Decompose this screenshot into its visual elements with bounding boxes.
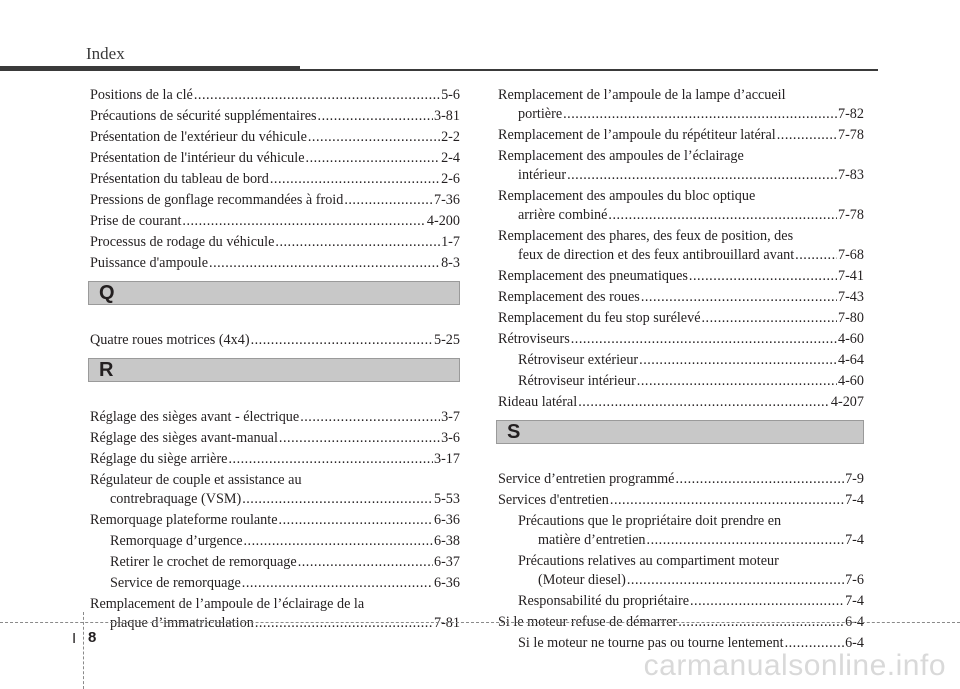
index-subentry: Précautions relatives au compartiment moteur (Moteur diesel) ..... 7-6 <box>498 552 864 590</box>
index-entry: Rideau latéral ..... 4-207 <box>498 393 864 412</box>
index-entry: Remorquage plateforme roulante ..... 6-36 <box>90 511 460 530</box>
footer-page-number: 8 <box>88 629 97 646</box>
index-entry: Présentation de l'extérieur du véhicule ..... 2-2 <box>90 128 460 147</box>
footer-rule-vertical <box>83 612 84 689</box>
index-entry: Réglage des sièges avant-manual ..... 3-6 <box>90 429 460 448</box>
index-subentry: Rétroviseur extérieur ..... 4-64 <box>498 351 864 370</box>
index-entry: Réglage du siège arrière ..... 3-17 <box>90 450 460 469</box>
index-subentry: Responsabilité du propriétaire ..... 7-4 <box>498 592 864 611</box>
index-entry: Remplacement des phares, des feux de position, des feux de direction et des feux antibrouillard avant ..... 7-68 <box>498 227 864 265</box>
index-entry: Processus de rodage du véhicule ..... 1-7 <box>90 233 460 252</box>
index-subentry: Rétroviseur intérieur ..... 4-60 <box>498 372 864 391</box>
index-entry: Remplacement des pneumatiques ..... 7-41 <box>498 267 864 286</box>
index-entry: Présentation de l'intérieur du véhicule ..... 2-4 <box>90 149 460 168</box>
section-letter-s: S <box>496 420 864 444</box>
index-entry: Services d'entretien ..... 7-4 <box>498 491 864 510</box>
index-entry: Quatre roues motrices (4x4) ..... 5-25 <box>90 331 460 350</box>
header-rule-thin <box>300 69 878 71</box>
index-entry: Présentation du tableau de bord ..... 2-6 <box>90 170 460 189</box>
index-entry: Remplacement des ampoules de l’éclairage intérieur ..... 7-83 <box>498 147 864 185</box>
index-subentry: Si le moteur ne tourne pas ou tourne lentement ..... 6-4 <box>498 634 864 653</box>
index-entry: Régulateur de couple et assistance au contrebraquage (VSM) ..... 5-53 <box>90 471 460 509</box>
index-entry: Remplacement de l’ampoule du répétiteur latéral ..... 7-78 <box>498 126 864 145</box>
index-subentry: Service de remorquage ..... 6-36 <box>90 574 460 593</box>
footer-rule-horizontal <box>0 622 960 623</box>
index-entry: Prise de courant ..... 4-200 <box>90 212 460 231</box>
index-entry: Positions de la clé ..... 5-6 <box>90 86 460 105</box>
index-entry: Remplacement du feu stop surélevé ..... 7-80 <box>498 309 864 328</box>
index-subentry: Précautions que le propriétaire doit prendre en matière d’entretien ..... 7-4 <box>498 512 864 550</box>
index-subentry: Retirer le crochet de remorquage ..... 6-37 <box>90 553 460 572</box>
index-entry: Réglage des sièges avant - électrique ..... 3-7 <box>90 408 460 427</box>
section-letter-r: R <box>88 358 460 382</box>
watermark: carmanualsonline.info <box>643 649 946 682</box>
index-column-left <box>90 86 460 635</box>
index-entry: Service d’entretien programmé ..... 7-9 <box>498 470 864 489</box>
header-rule-thick <box>0 66 300 71</box>
index-entry: Pressions de gonflage recommandées à froid ..... 7-36 <box>90 191 460 210</box>
index-entry: Remplacement des roues ..... 7-43 <box>498 288 864 307</box>
index-entry: Rétroviseurs ..... 4-60 <box>498 330 864 349</box>
index-subentry: Remorquage d’urgence ..... 6-38 <box>90 532 460 551</box>
index-entry: Si le moteur refuse de démarrer ..... 6-4 <box>498 613 864 632</box>
section-letter-q: Q <box>88 281 460 305</box>
index-entry: Remplacement des ampoules du bloc optique arrière combiné ..... 7-78 <box>498 187 864 225</box>
index-entry: Remplacement de l’ampoule de la lampe d’accueil portière ..... 7-82 <box>498 86 864 124</box>
index-column-right <box>498 86 864 655</box>
footer-section-label: I <box>72 630 77 647</box>
index-entry: Remplacement de l’ampoule de l’éclairage de la plaque d’immatriculation ..... 7-81 <box>90 595 460 633</box>
index-entry: Précautions de sécurité supplémentaires ..... 3-81 <box>90 107 460 126</box>
index-entry: Puissance d'ampoule ..... 8-3 <box>90 254 460 273</box>
page-title: Index <box>86 44 125 63</box>
